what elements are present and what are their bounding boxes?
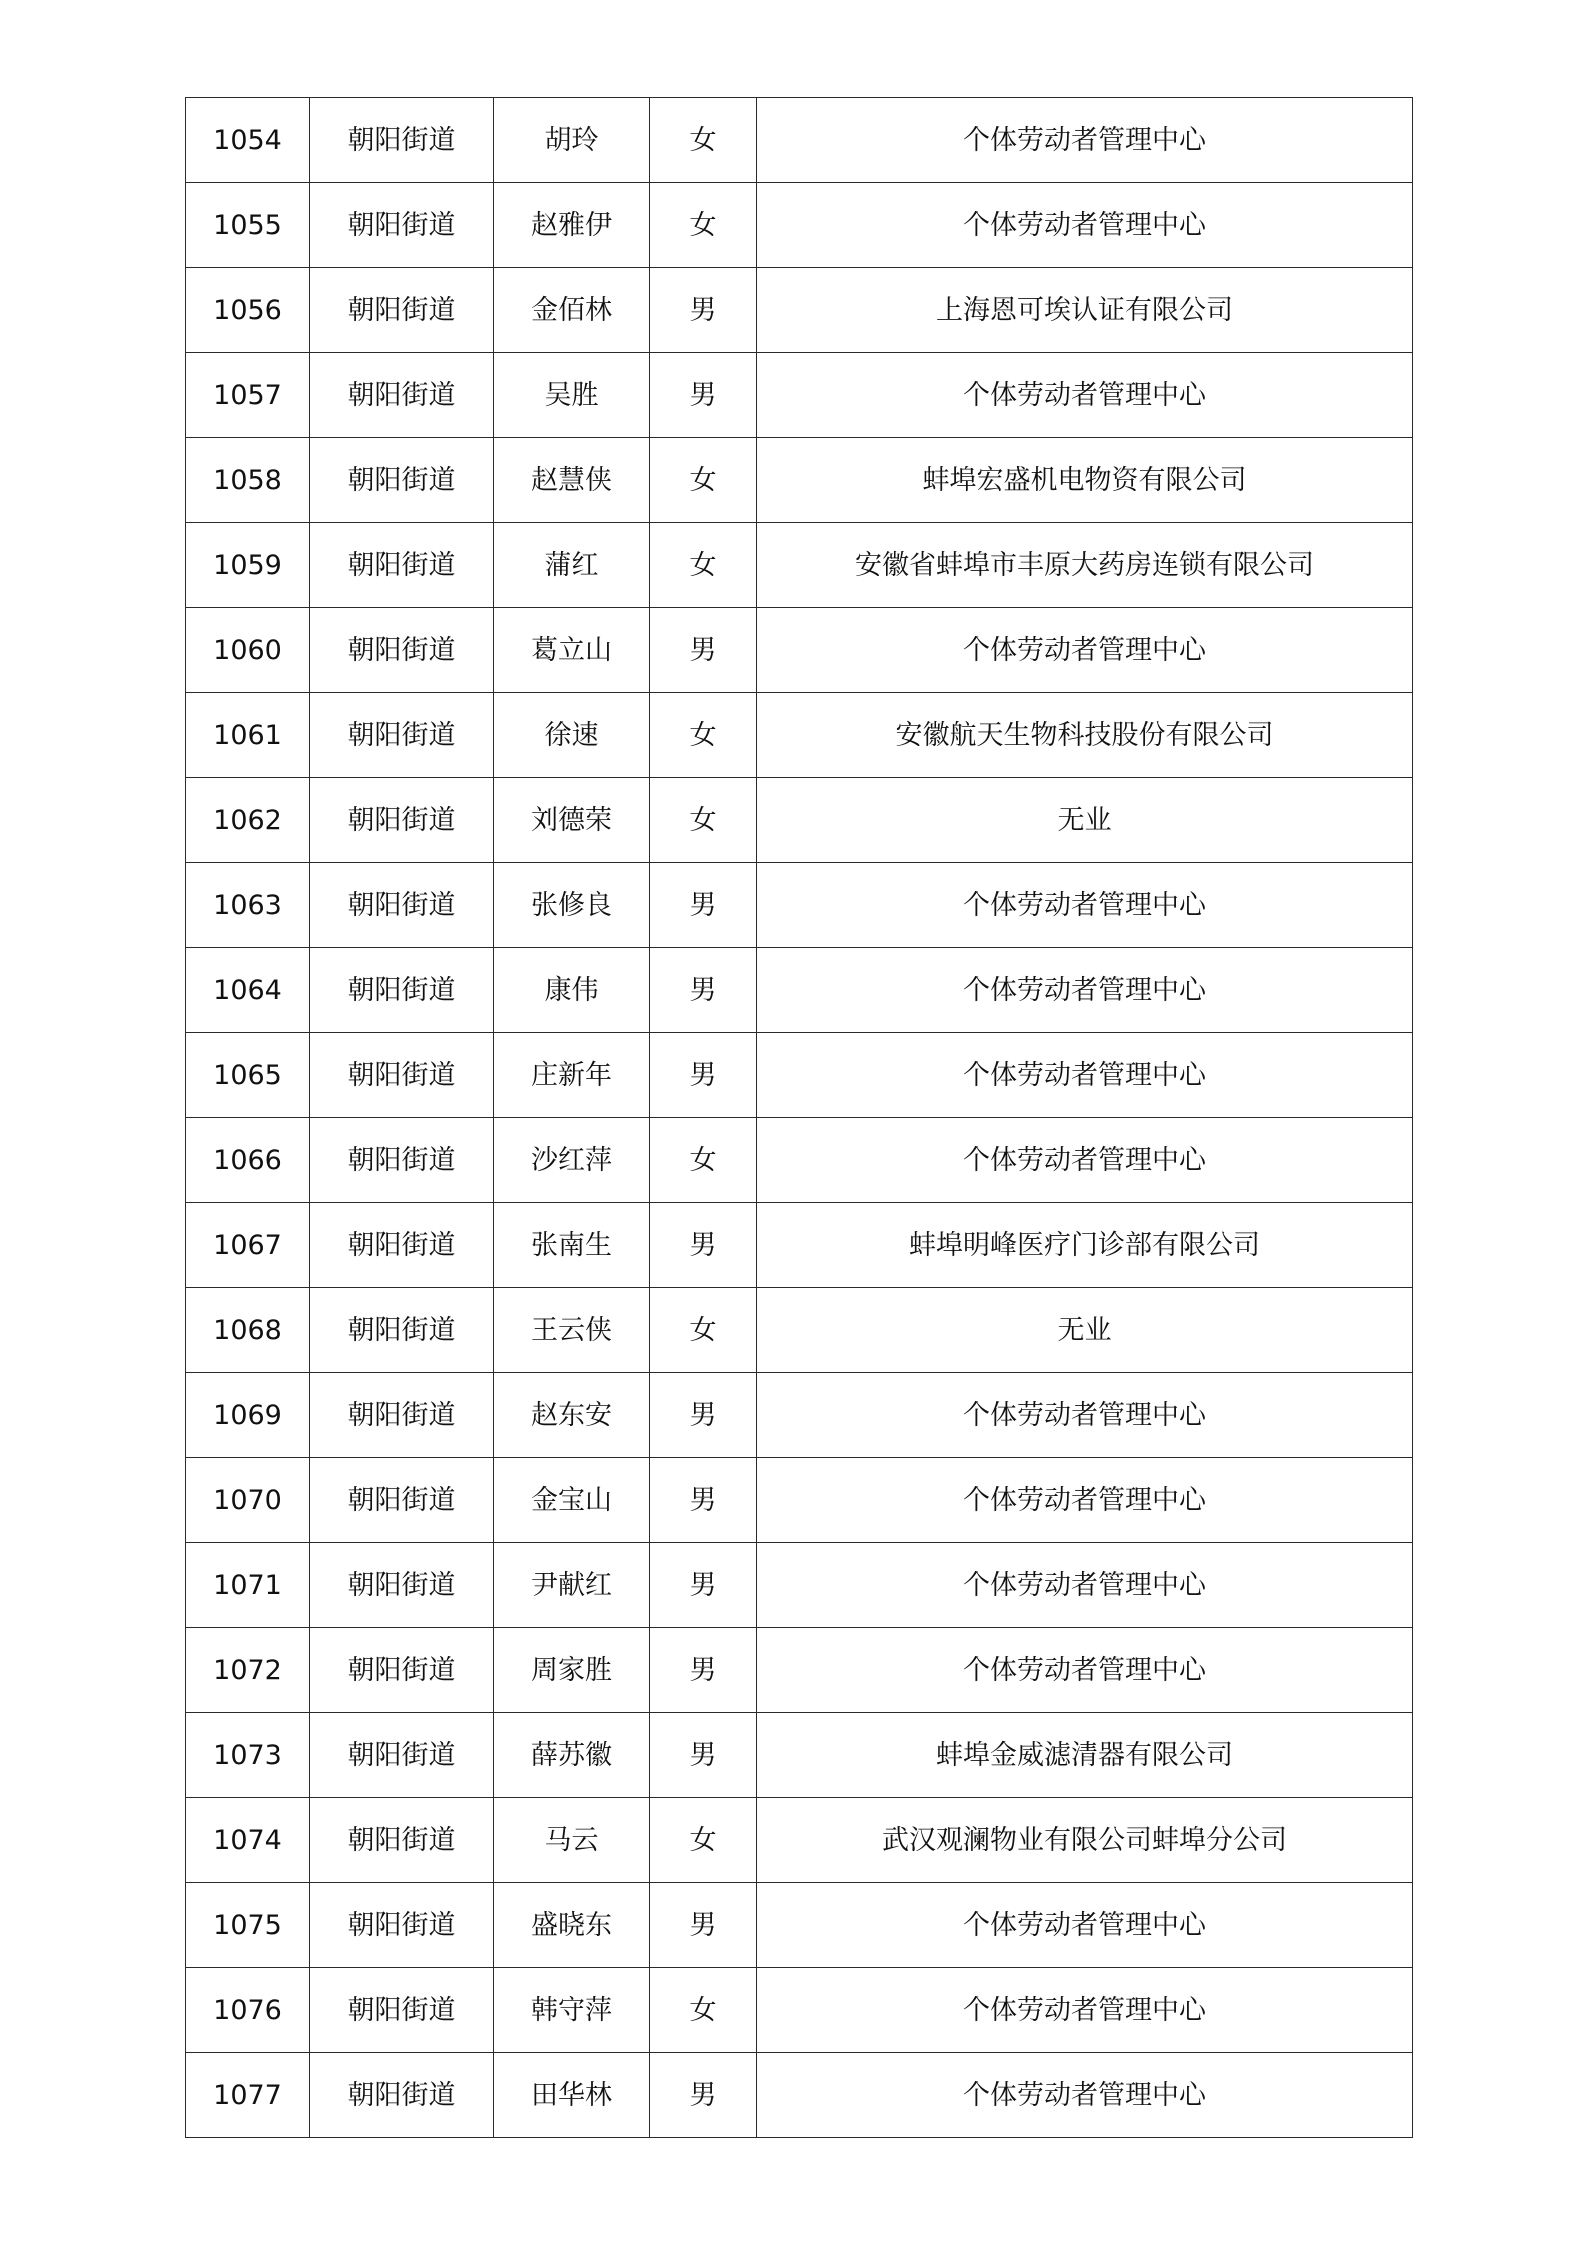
cell-street: 朝阳街道: [310, 98, 494, 183]
cell-gender: 女: [650, 1798, 757, 1883]
cell-serial-number: 1077: [186, 2053, 310, 2138]
table-row: [186, 1543, 1413, 1628]
cell-serial-number: 1065: [186, 1033, 310, 1118]
cell-employer: 蚌埠宏盛机电物资有限公司: [757, 438, 1413, 523]
cell-street: 朝阳街道: [310, 1543, 494, 1628]
cell-gender: 男: [650, 948, 757, 1033]
cell-employer: 个体劳动者管理中心: [757, 863, 1413, 948]
cell-serial-number: 1069: [186, 1373, 310, 1458]
cell-name: 韩守萍: [494, 1968, 650, 2053]
cell-employer: 个体劳动者管理中心: [757, 353, 1413, 438]
cell-serial-number: 1059: [186, 523, 310, 608]
cell-serial-number: 1060: [186, 608, 310, 693]
cell-employer: 无业: [757, 1288, 1413, 1373]
cell-gender: 男: [650, 1373, 757, 1458]
cell-gender: 女: [650, 523, 757, 608]
cell-street: 朝阳街道: [310, 268, 494, 353]
table-row: [186, 1373, 1413, 1458]
cell-employer: 蚌埠金威滤清器有限公司: [757, 1713, 1413, 1798]
cell-name: 王云侠: [494, 1288, 650, 1373]
cell-gender: 男: [650, 1713, 757, 1798]
cell-gender: 男: [650, 608, 757, 693]
cell-name: 蒲红: [494, 523, 650, 608]
cell-gender: 女: [650, 778, 757, 863]
cell-serial-number: 1057: [186, 353, 310, 438]
cell-employer: 个体劳动者管理中心: [757, 1883, 1413, 1968]
cell-name: 赵雅伊: [494, 183, 650, 268]
cell-employer: 个体劳动者管理中心: [757, 1373, 1413, 1458]
cell-name: 马云: [494, 1798, 650, 1883]
cell-serial-number: 1074: [186, 1798, 310, 1883]
cell-serial-number: 1061: [186, 693, 310, 778]
cell-gender: 女: [650, 98, 757, 183]
cell-serial-number: 1075: [186, 1883, 310, 1968]
cell-name: 金宝山: [494, 1458, 650, 1543]
cell-serial-number: 1063: [186, 863, 310, 948]
cell-name: 沙红萍: [494, 1118, 650, 1203]
cell-name: 庄新年: [494, 1033, 650, 1118]
cell-street: 朝阳街道: [310, 1713, 494, 1798]
cell-name: 张南生: [494, 1203, 650, 1288]
cell-employer: 武汉观澜物业有限公司蚌埠分公司: [757, 1798, 1413, 1883]
cell-street: 朝阳街道: [310, 863, 494, 948]
cell-gender: 女: [650, 693, 757, 778]
cell-employer: 个体劳动者管理中心: [757, 608, 1413, 693]
table-row: [186, 438, 1413, 523]
cell-gender: 男: [650, 1543, 757, 1628]
cell-name: 赵慧侠: [494, 438, 650, 523]
cell-street: 朝阳街道: [310, 1458, 494, 1543]
table-row: [186, 1118, 1413, 1203]
cell-street: 朝阳街道: [310, 183, 494, 268]
cell-street: 朝阳街道: [310, 1628, 494, 1713]
cell-serial-number: 1067: [186, 1203, 310, 1288]
cell-serial-number: 1070: [186, 1458, 310, 1543]
cell-gender: 女: [650, 183, 757, 268]
cell-name: 周家胜: [494, 1628, 650, 1713]
cell-name: 葛立山: [494, 608, 650, 693]
table-row: [186, 863, 1413, 948]
cell-serial-number: 1064: [186, 948, 310, 1033]
cell-street: 朝阳街道: [310, 1373, 494, 1458]
table-row: [186, 183, 1413, 268]
table-row: [186, 1968, 1413, 2053]
cell-street: 朝阳街道: [310, 1033, 494, 1118]
table-row: [186, 523, 1413, 608]
table-row: [186, 1883, 1413, 1968]
cell-employer: 个体劳动者管理中心: [757, 1458, 1413, 1543]
cell-street: 朝阳街道: [310, 1203, 494, 1288]
table-row: [186, 2053, 1413, 2138]
cell-employer: 无业: [757, 778, 1413, 863]
cell-gender: 男: [650, 268, 757, 353]
cell-employer: 个体劳动者管理中心: [757, 1033, 1413, 1118]
cell-gender: 男: [650, 1883, 757, 1968]
table-row: [186, 948, 1413, 1033]
table-row: [186, 1798, 1413, 1883]
cell-serial-number: 1058: [186, 438, 310, 523]
cell-gender: 男: [650, 1033, 757, 1118]
cell-employer: 个体劳动者管理中心: [757, 1968, 1413, 2053]
cell-serial-number: 1068: [186, 1288, 310, 1373]
cell-street: 朝阳街道: [310, 778, 494, 863]
cell-name: 尹献红: [494, 1543, 650, 1628]
table-row: [186, 268, 1413, 353]
cell-street: 朝阳街道: [310, 1798, 494, 1883]
cell-street: 朝阳街道: [310, 2053, 494, 2138]
cell-gender: 男: [650, 1628, 757, 1713]
cell-serial-number: 1073: [186, 1713, 310, 1798]
cell-gender: 男: [650, 1458, 757, 1543]
cell-gender: 男: [650, 1203, 757, 1288]
cell-serial-number: 1066: [186, 1118, 310, 1203]
roster-table-body: [186, 98, 1413, 2138]
cell-gender: 女: [650, 438, 757, 523]
cell-name: 胡玲: [494, 98, 650, 183]
cell-name: 张修良: [494, 863, 650, 948]
table-row: [186, 1203, 1413, 1288]
cell-serial-number: 1054: [186, 98, 310, 183]
cell-street: 朝阳街道: [310, 693, 494, 778]
roster-table: [185, 97, 1413, 2138]
cell-street: 朝阳街道: [310, 523, 494, 608]
cell-gender: 女: [650, 1968, 757, 2053]
cell-employer: 上海恩可埃认证有限公司: [757, 268, 1413, 353]
table-row: [186, 353, 1413, 438]
cell-street: 朝阳街道: [310, 1118, 494, 1203]
cell-employer: 个体劳动者管理中心: [757, 2053, 1413, 2138]
table-row: [186, 693, 1413, 778]
table-row: [186, 608, 1413, 693]
cell-name: 刘德荣: [494, 778, 650, 863]
cell-gender: 男: [650, 353, 757, 438]
cell-employer: 蚌埠明峰医疗门诊部有限公司: [757, 1203, 1413, 1288]
cell-employer: 安徽航天生物科技股份有限公司: [757, 693, 1413, 778]
cell-employer: 个体劳动者管理中心: [757, 1628, 1413, 1713]
cell-street: 朝阳街道: [310, 353, 494, 438]
cell-employer: 个体劳动者管理中心: [757, 1118, 1413, 1203]
cell-name: 赵东安: [494, 1373, 650, 1458]
cell-gender: 男: [650, 2053, 757, 2138]
cell-serial-number: 1072: [186, 1628, 310, 1713]
table-row: [186, 778, 1413, 863]
table-row: [186, 1288, 1413, 1373]
cell-serial-number: 1071: [186, 1543, 310, 1628]
cell-serial-number: 1056: [186, 268, 310, 353]
cell-street: 朝阳街道: [310, 438, 494, 523]
cell-name: 金佰林: [494, 268, 650, 353]
cell-name: 吴胜: [494, 353, 650, 438]
cell-name: 薛苏徽: [494, 1713, 650, 1798]
cell-employer: 个体劳动者管理中心: [757, 948, 1413, 1033]
cell-name: 康伟: [494, 948, 650, 1033]
cell-name: 田华林: [494, 2053, 650, 2138]
cell-street: 朝阳街道: [310, 1883, 494, 1968]
table-row: [186, 1033, 1413, 1118]
cell-street: 朝阳街道: [310, 608, 494, 693]
cell-street: 朝阳街道: [310, 1288, 494, 1373]
table-row: [186, 1458, 1413, 1543]
cell-street: 朝阳街道: [310, 948, 494, 1033]
cell-name: 盛晓东: [494, 1883, 650, 1968]
cell-gender: 女: [650, 1118, 757, 1203]
cell-gender: 男: [650, 863, 757, 948]
cell-employer: 个体劳动者管理中心: [757, 98, 1413, 183]
cell-gender: 女: [650, 1288, 757, 1373]
cell-serial-number: 1062: [186, 778, 310, 863]
table-row: [186, 1628, 1413, 1713]
cell-street: 朝阳街道: [310, 1968, 494, 2053]
table-row: [186, 1713, 1413, 1798]
cell-serial-number: 1076: [186, 1968, 310, 2053]
cell-employer: 个体劳动者管理中心: [757, 183, 1413, 268]
cell-name: 徐速: [494, 693, 650, 778]
cell-employer: 安徽省蚌埠市丰原大药房连锁有限公司: [757, 523, 1413, 608]
cell-serial-number: 1055: [186, 183, 310, 268]
table-row: [186, 98, 1413, 183]
cell-employer: 个体劳动者管理中心: [757, 1543, 1413, 1628]
